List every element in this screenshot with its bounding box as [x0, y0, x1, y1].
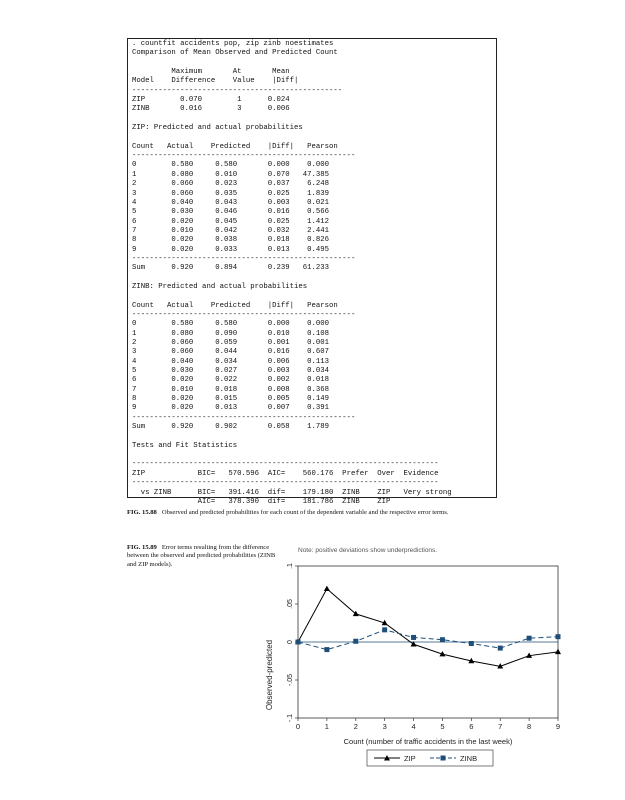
model-row-zip: ZIP 0.070 1 0.024 — [132, 96, 290, 105]
model-header-1: Maximum At Mean — [132, 68, 290, 77]
y-axis-label: Observed-predicted — [265, 639, 274, 711]
y-tick-label: -.05 — [287, 673, 294, 687]
x-tick-label: 8 — [527, 722, 532, 731]
zinb-row: 7 0.010 0.018 0.008 0.368 — [132, 385, 330, 394]
legend-zip-label: ZIP — [404, 754, 416, 763]
y-tick-label: 0 — [287, 640, 294, 644]
figure-label: FIG. 15.89 — [127, 544, 157, 551]
stata-output-panel — [127, 38, 497, 506]
zinb-point — [324, 647, 329, 652]
zip-row: 6 0.020 0.045 0.025 1.412 — [132, 217, 330, 226]
zip-row: 8 0.020 0.038 0.018 0.826 — [132, 236, 330, 245]
chart-legend — [367, 750, 493, 766]
zinb-row: 1 0.080 0.090 0.010 0.108 — [132, 329, 330, 338]
rule: --------------------------------------------------- — [132, 413, 356, 422]
zip-row: 1 0.080 0.010 0.070 47.385 — [132, 170, 330, 179]
figure-15-88-caption — [127, 509, 567, 517]
comparison-title: Comparison of Mean Observed and Predicted Count — [132, 49, 338, 58]
legend-zinb-marker — [441, 756, 446, 761]
zip-table-title: ZIP: Predicted and actual probabilities — [132, 124, 303, 133]
figure-label: FIG. 15.88 — [127, 509, 157, 516]
zinb-row: 9 0.020 0.013 0.007 0.391 — [132, 404, 330, 413]
zinb-point — [353, 639, 358, 644]
zinb-point — [440, 637, 445, 642]
zinb-point — [527, 636, 532, 641]
caption-text: Observed and predicted probabilities for each count of the dependent variable and the respective error terms. — [161, 509, 449, 516]
zip-series-line — [298, 589, 558, 667]
zip-row: 9 0.020 0.033 0.013 0.495 — [132, 245, 330, 254]
x-tick-label: 2 — [353, 722, 358, 731]
x-tick-label: 3 — [382, 722, 387, 731]
rule: --------------------------------------------------- — [132, 254, 356, 263]
zinb-sum-row: Sum 0.920 0.902 0.058 1.789 — [132, 423, 330, 432]
stata-command: . countfit accidents pop, zip zinb noestimates — [132, 40, 334, 48]
zinb-row: 5 0.030 0.027 0.003 0.034 — [132, 367, 330, 376]
zip-fit-row: ZIP BIC= 570.596 AIC= 560.176 Prefer Over Evidence — [132, 469, 439, 478]
y-tick-label: -.1 — [287, 713, 294, 723]
x-tick-label: 6 — [469, 722, 474, 731]
zinb-row: 2 0.060 0.059 0.001 0.001 — [132, 339, 330, 347]
zinb-row: 4 0.040 0.034 0.006 0.113 — [132, 357, 330, 366]
error-terms-chart — [260, 540, 580, 780]
x-tick-label: 1 — [324, 722, 329, 731]
chart-note: Note: positive deviations show underpredictions. — [298, 547, 438, 554]
x-tick-label: 9 — [555, 722, 561, 731]
vs-zinb-row-2: AIC= 378.390 dif= 181.786 ZINB ZIP — [132, 497, 391, 506]
x-axis-label: Count (number of traffic accidents in the last week) — [343, 737, 513, 746]
zinb-row: 3 0.060 0.044 0.016 0.607 — [132, 348, 330, 357]
zinb-row: 0 0.580 0.580 0.000 0.000 — [132, 320, 330, 329]
zip-sum-row: Sum 0.920 0.894 0.239 61.233 — [132, 264, 330, 273]
figure-15-89-caption — [127, 544, 277, 569]
zinb-series-line — [298, 630, 558, 650]
y-tick-label: .1 — [287, 563, 294, 569]
x-tick-label: 0 — [295, 722, 301, 731]
rule: --------------------------------------------------- — [132, 310, 356, 319]
legend-zinb-label: ZINB — [460, 754, 478, 763]
zip-row: 0 0.580 0.580 0.000 0.000 — [132, 161, 330, 170]
zinb-table-title: ZINB: Predicted and actual probabilities — [132, 282, 308, 291]
zinb-point — [296, 640, 301, 645]
zip-row: 2 0.060 0.023 0.037 6.248 — [132, 180, 330, 189]
rule: ------------------------------------------------ — [132, 86, 343, 95]
zip-row: 7 0.010 0.042 0.032 2.441 — [132, 226, 330, 235]
caption-text: Error terms resulting from the difference between the observed and predicted probabilities (ZINB and ZIP models). — [127, 544, 276, 568]
x-tick-label: 7 — [498, 722, 503, 731]
zip-table-header: Count Actual Predicted |Diff| Pearson — [132, 142, 338, 151]
zinb-table-header: Count Actual Predicted |Diff| Pearson — [132, 301, 338, 310]
zinb-row: 8 0.020 0.015 0.005 0.149 — [132, 395, 330, 404]
zip-point — [324, 586, 330, 591]
zinb-row: 6 0.020 0.022 0.002 0.018 — [132, 376, 330, 385]
zinb-point — [556, 634, 561, 639]
tests-title: Tests and Fit Statistics — [132, 441, 238, 450]
rule: ---------------------------------------------------------------------- — [132, 479, 439, 488]
rule: --------------------------------------------------- — [132, 152, 356, 161]
zip-row: 5 0.030 0.046 0.016 0.566 — [132, 208, 330, 217]
model-row-zinb: ZINB 0.016 3 0.006 — [132, 105, 290, 114]
zip-row: 4 0.040 0.043 0.003 0.021 — [132, 198, 330, 207]
zinb-point — [411, 635, 416, 640]
zinb-point — [469, 641, 474, 646]
zip-point — [555, 649, 561, 654]
zip-row: 3 0.060 0.035 0.025 1.839 — [132, 189, 330, 198]
x-tick-label: 4 — [411, 722, 416, 731]
model-header-2: Model Difference Value |Diff| — [132, 77, 299, 86]
zinb-point — [498, 646, 503, 651]
vs-zinb-row-1: vs ZINB BIC= 391.416 dif= 179.180 ZINB ZIP Very strong — [132, 488, 452, 497]
rule: ---------------------------------------------------------------------- — [132, 460, 439, 469]
y-tick-label: .05 — [287, 599, 294, 609]
zinb-point — [382, 627, 387, 632]
x-tick-label: 5 — [440, 722, 445, 731]
